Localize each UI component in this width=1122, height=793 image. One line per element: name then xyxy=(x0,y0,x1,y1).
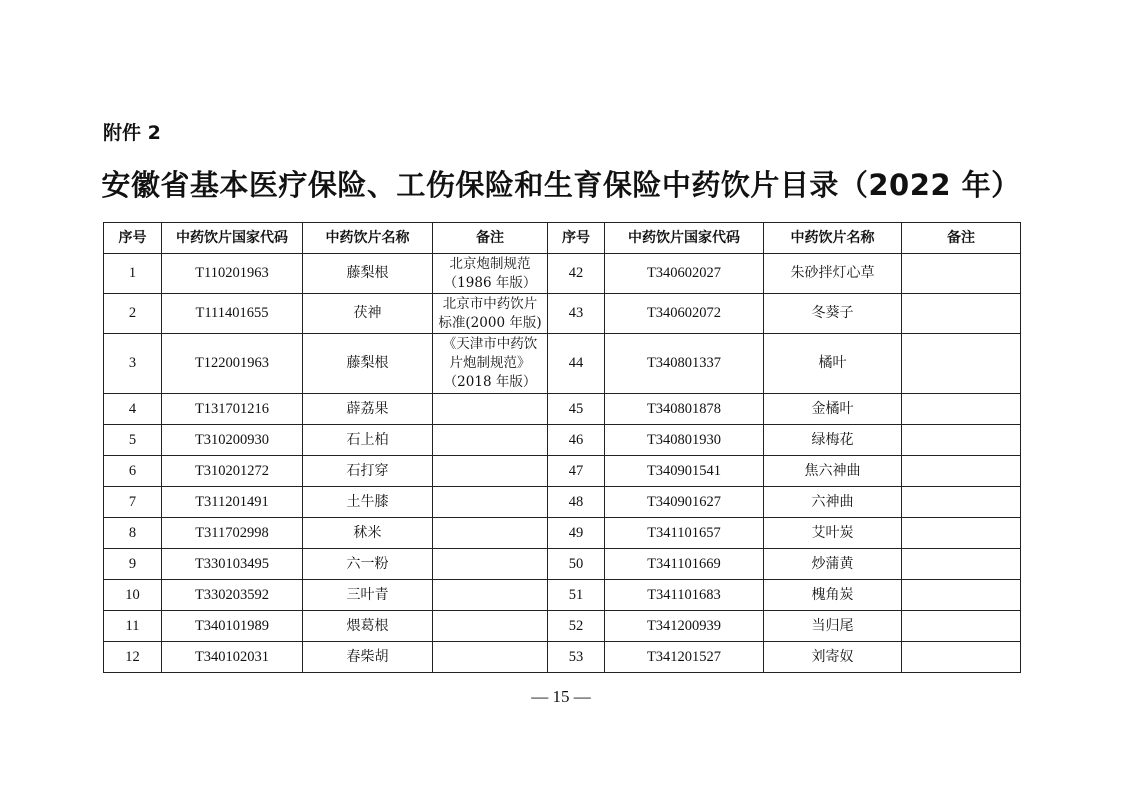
code-cell: T341101657 xyxy=(605,518,764,549)
name-cell: 土牛膝 xyxy=(303,487,433,518)
code-cell: T340602027 xyxy=(605,254,764,294)
code-cell: T311702998 xyxy=(162,518,303,549)
serial-cell: 52 xyxy=(548,611,605,642)
code-cell: T122001963 xyxy=(162,334,303,394)
table-header-row xyxy=(104,223,1021,254)
page-number: — 15 — xyxy=(531,687,591,706)
remark-line: 《天津市中药饮 xyxy=(442,336,538,352)
code-cell: T340101989 xyxy=(162,611,303,642)
serial-cell: 11 xyxy=(104,611,162,642)
code-cell: T340801337 xyxy=(605,334,764,394)
serial-cell: 45 xyxy=(548,394,605,425)
serial-cell: 48 xyxy=(548,487,605,518)
remark-cell xyxy=(902,518,1021,549)
remark-cell xyxy=(902,580,1021,611)
name-cell: 六神曲 xyxy=(764,487,902,518)
name-cell: 金橘叶 xyxy=(764,394,902,425)
name-cell: 三叶青 xyxy=(303,580,433,611)
serial-cell: 3 xyxy=(104,334,162,394)
name-cell: 石打穿 xyxy=(303,456,433,487)
name-cell: 茯神 xyxy=(303,294,433,334)
code-cell: T111401655 xyxy=(162,294,303,334)
code-cell: T340901541 xyxy=(605,456,764,487)
name-cell: 艾叶炭 xyxy=(764,518,902,549)
header-serial-left: 序号 xyxy=(104,223,162,254)
remark-cell xyxy=(433,334,548,394)
herbal-catalog-table xyxy=(103,222,1021,673)
name-cell: 焦六神曲 xyxy=(764,456,902,487)
serial-cell: 8 xyxy=(104,518,162,549)
name-cell: 薜荔果 xyxy=(303,394,433,425)
remark-cell xyxy=(433,294,548,334)
serial-cell: 6 xyxy=(104,456,162,487)
remark-cell xyxy=(902,294,1021,334)
table-row xyxy=(104,642,1021,673)
header-name-right: 中药饮片名称 xyxy=(764,223,902,254)
serial-cell: 5 xyxy=(104,425,162,456)
serial-cell: 46 xyxy=(548,425,605,456)
name-cell: 橘叶 xyxy=(764,334,902,394)
remark-cell xyxy=(902,394,1021,425)
remark-line: 片炮制规范》 xyxy=(449,355,531,371)
code-cell: T330203592 xyxy=(162,580,303,611)
serial-cell: 9 xyxy=(104,549,162,580)
remark-cell xyxy=(433,518,548,549)
name-cell: 六一粉 xyxy=(303,549,433,580)
serial-cell: 44 xyxy=(548,334,605,394)
code-cell: T310201272 xyxy=(162,456,303,487)
name-cell: 藤梨根 xyxy=(303,254,433,294)
name-cell: 炒蒲黄 xyxy=(764,549,902,580)
serial-cell: 12 xyxy=(104,642,162,673)
remark-cell xyxy=(902,456,1021,487)
remark-cell xyxy=(433,580,548,611)
remark-cell xyxy=(902,425,1021,456)
header-code-left: 中药饮片国家代码 xyxy=(162,223,303,254)
serial-cell: 1 xyxy=(104,254,162,294)
serial-cell: 51 xyxy=(548,580,605,611)
remark-cell xyxy=(433,611,548,642)
serial-cell: 4 xyxy=(104,394,162,425)
code-cell: T341101669 xyxy=(605,549,764,580)
table-body xyxy=(104,254,1021,673)
remark-cell xyxy=(433,254,548,294)
serial-cell: 2 xyxy=(104,294,162,334)
remark-cell xyxy=(902,487,1021,518)
code-cell: T311201491 xyxy=(162,487,303,518)
serial-cell: 47 xyxy=(548,456,605,487)
remark-cell xyxy=(902,642,1021,673)
remark-cell xyxy=(433,549,548,580)
table-row xyxy=(104,549,1021,580)
remark-line: （1986 年版） xyxy=(443,274,537,291)
table-row xyxy=(104,518,1021,549)
header-remark-right: 备注 xyxy=(902,223,1021,254)
name-cell: 朱砂拌灯心草 xyxy=(764,254,902,294)
serial-cell: 53 xyxy=(548,642,605,673)
remark-line: 北京市中药饮片 xyxy=(442,295,538,312)
table-row xyxy=(104,334,1021,394)
remark-cell xyxy=(902,334,1021,394)
code-cell: T341101683 xyxy=(605,580,764,611)
table-row xyxy=(104,487,1021,518)
remark-line: 北京炮制规范 xyxy=(449,255,531,272)
serial-cell: 10 xyxy=(104,580,162,611)
serial-cell: 43 xyxy=(548,294,605,334)
name-cell: 秫米 xyxy=(303,518,433,549)
name-cell: 绿梅花 xyxy=(764,425,902,456)
code-cell: T340102031 xyxy=(162,642,303,673)
header-remark-left: 备注 xyxy=(433,223,548,254)
table-row xyxy=(104,580,1021,611)
code-cell: T110201963 xyxy=(162,254,303,294)
code-cell: T310200930 xyxy=(162,425,303,456)
page-title: 安徽省基本医疗保险、工伤保险和生育保险中药饮片目录（2022 年） xyxy=(101,168,1021,202)
attachment-label: 附件 2 xyxy=(103,122,161,144)
remark-cell xyxy=(902,254,1021,294)
serial-cell: 49 xyxy=(548,518,605,549)
code-cell: T341200939 xyxy=(605,611,764,642)
name-cell: 冬葵子 xyxy=(764,294,902,334)
code-cell: T131701216 xyxy=(162,394,303,425)
remark-cell xyxy=(902,611,1021,642)
code-cell: T330103495 xyxy=(162,549,303,580)
name-cell: 春柴胡 xyxy=(303,642,433,673)
remark-cell xyxy=(433,487,548,518)
code-cell: T340801878 xyxy=(605,394,764,425)
serial-cell: 7 xyxy=(104,487,162,518)
remark-cell xyxy=(433,425,548,456)
remark-line: （2018 年版） xyxy=(443,374,537,390)
name-cell: 石上柏 xyxy=(303,425,433,456)
table-row xyxy=(104,425,1021,456)
serial-cell: 42 xyxy=(548,254,605,294)
remark-cell xyxy=(433,456,548,487)
table-row xyxy=(104,394,1021,425)
name-cell: 刘寄奴 xyxy=(764,642,902,673)
remark-line: 标准(2000 年版) xyxy=(438,314,542,331)
name-cell: 藤梨根 xyxy=(303,334,433,394)
table-row xyxy=(104,611,1021,642)
code-cell: T340901627 xyxy=(605,487,764,518)
name-cell: 煨葛根 xyxy=(303,611,433,642)
name-cell: 槐角炭 xyxy=(764,580,902,611)
remark-cell xyxy=(433,394,548,425)
remark-cell xyxy=(433,642,548,673)
remark-cell xyxy=(902,549,1021,580)
serial-cell: 50 xyxy=(548,549,605,580)
header-name-left: 中药饮片名称 xyxy=(303,223,433,254)
table-row xyxy=(104,456,1021,487)
table-row xyxy=(104,254,1021,294)
code-cell: T340602072 xyxy=(605,294,764,334)
code-cell: T340801930 xyxy=(605,425,764,456)
table-row xyxy=(104,294,1021,334)
header-code-right: 中药饮片国家代码 xyxy=(605,223,764,254)
code-cell: T341201527 xyxy=(605,642,764,673)
header-serial-right: 序号 xyxy=(548,223,605,254)
name-cell: 当归尾 xyxy=(764,611,902,642)
